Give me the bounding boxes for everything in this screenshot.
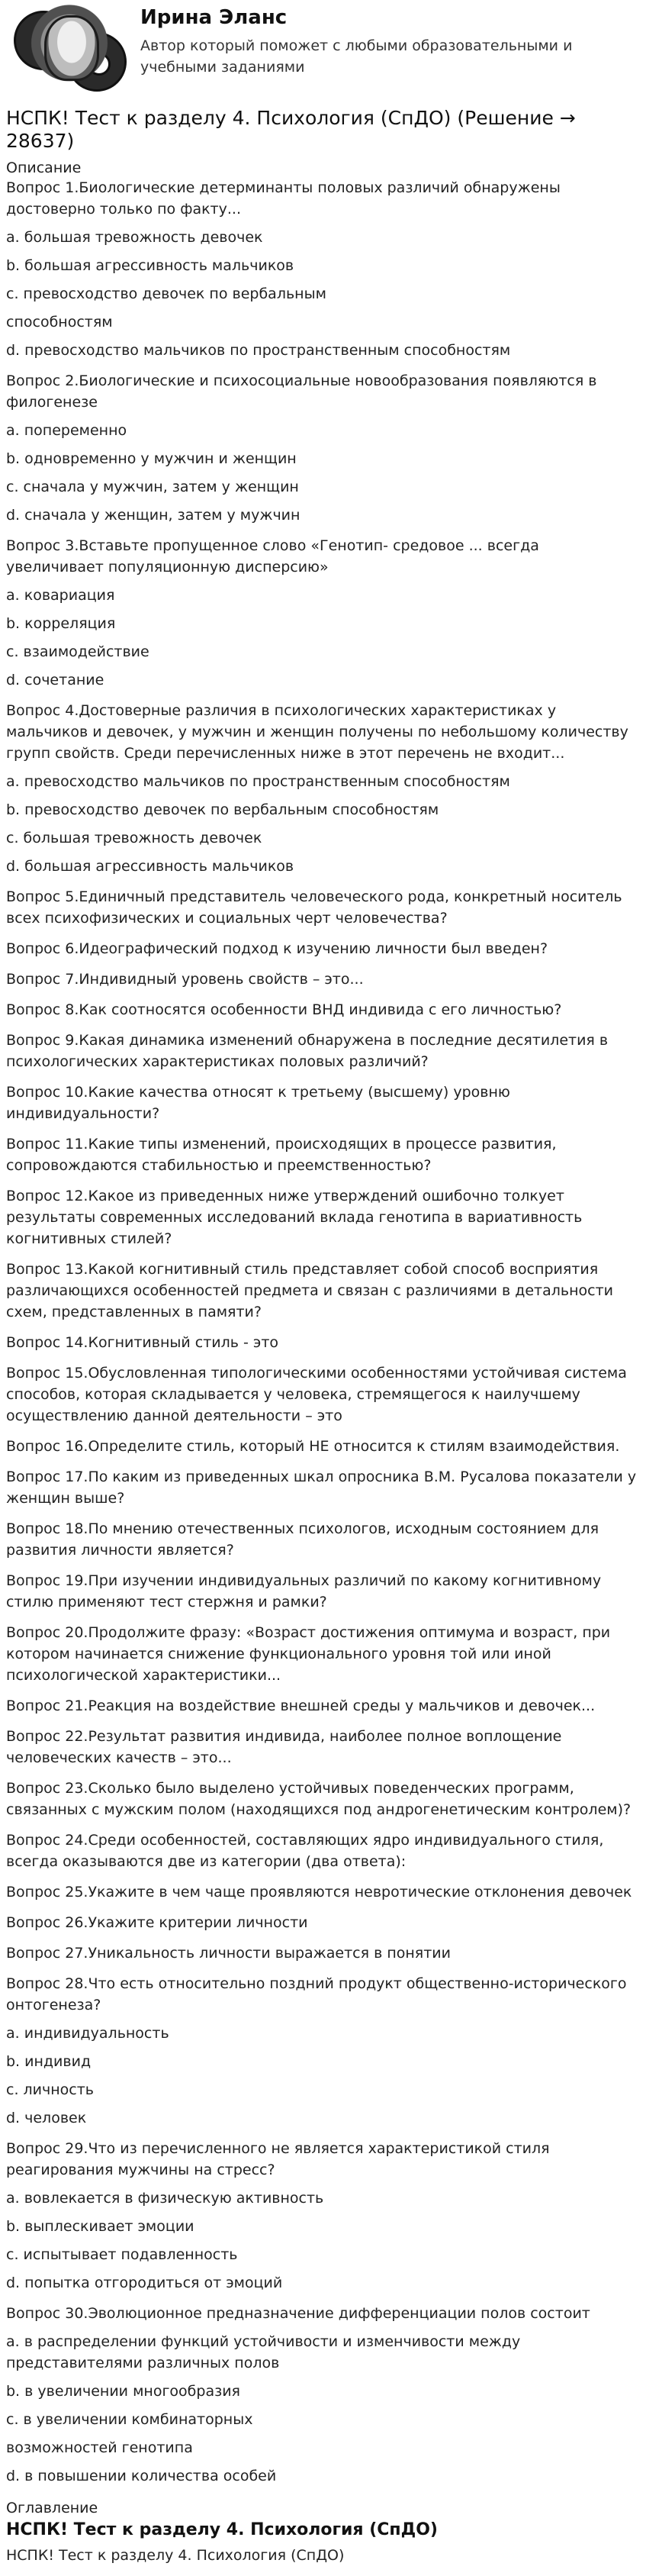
answer-option: a. ковариация <box>6 587 115 604</box>
question-text: Вопрос 30.Эволюционное предназначение дифференциации полов состоит <box>6 2305 590 2322</box>
question-text: Вопрос 2.Биологические и психосоциальные новообразования появляются в филогенезе <box>6 372 597 411</box>
answer-option: b. корреляция <box>6 615 116 632</box>
answer-option: a. большая тревожность девочек <box>6 229 263 246</box>
page-title: НСПК! Тест к разделу 4. Психология (СпДО) (Решение → 28637) <box>6 107 576 152</box>
question-text: Вопрос 28.Что есть относительно поздний продукт общественно-исторического онтогенеза? <box>6 1975 627 2013</box>
question-text: Вопрос 27.Уникальность личности выражается в понятии <box>6 1945 451 1962</box>
question-list <box>6 177 640 2487</box>
question-text: Вопрос 20.Продолжите фразу: «Возраст достижения оптимума и возраст, при котором начинается снижение функционального уровня той или иной психологической характеристики... <box>6 1624 611 1684</box>
answer-option: d. сначала у женщин, затем у мужчин <box>6 507 301 524</box>
question-text: Вопрос 5.Единичный представитель человеческого рода, конкретный носитель всех психофизических и социальных черт человечества? <box>6 888 622 927</box>
toc-heading: НСПК! Тест к разделу 4. Психология (СпДО) <box>6 2520 438 2539</box>
answer-option: c. взаимодействие <box>6 643 149 660</box>
question-text: Вопрос 13.Какой когнитивный стиль представляет собой способ восприятия различающихся особенностей предмета и связан с различиями в детальности схем, представленных в памяти? <box>6 1261 614 1320</box>
question-text: Вопрос 10.Какие качества относят к третьему (высшему) уровню индивидуальности? <box>6 1084 510 1122</box>
answer-option: c. испытывает подавленность <box>6 2246 238 2263</box>
answer-option: a. попеременно <box>6 422 127 439</box>
answer-option: a. индивидуальность <box>6 2025 169 2042</box>
question-text: Вопрос 11.Какие типы изменений, происходящих в процессе развития, сопровождаются стабильностью и преемственностью? <box>6 1136 557 1174</box>
answer-option: c. большая тревожность девочек <box>6 830 262 846</box>
question-text: Вопрос 22.Результат развития индивида, наиболее полное воплощение человеческих качеств – это... <box>6 1728 562 1766</box>
question-text: Вопрос 24.Среди особенностей, составляющих ядро индивидуального стиля, всегда оказываются две из категории (два ответа): <box>6 1832 604 1870</box>
author-card <box>6 0 640 101</box>
answer-option: d. человек <box>6 2110 87 2126</box>
question-text: Вопрос 23.Сколько было выделено устойчивых поведенческих программ, связанных с мужским полом (находящихся под андрогенетическим контролем)? <box>6 1780 632 1818</box>
answer-option: b. в увеличении многообразия <box>6 2383 240 2400</box>
description-label: Описание <box>6 160 82 176</box>
question-text: Вопрос 16.Определите стиль, который НЕ относится к стилям взаимодействия. <box>6 1438 620 1455</box>
answer-option: b. индивид <box>6 2053 92 2070</box>
answer-option: c. превосходство девочек по вербальным <box>6 285 326 302</box>
answer-option: способностям <box>6 314 113 330</box>
answer-option: a. вовлекается в физическую активность <box>6 2190 324 2207</box>
question-text: Вопрос 9.Какая динамика изменений обнаружена в последние десятилетия в психологических характеристиках половых различий? <box>6 1032 609 1070</box>
question-text: Вопрос 4.Достоверные различия в психологических характеристиках у мальчиков и девочек, у мужчин и женщин получены по небольшому количеству групп свойств. Среди перечисленных ниже в этот перечень не входит... <box>6 702 628 762</box>
question-text: Вопрос 14.Когнитивный стиль - это <box>6 1334 279 1351</box>
question-text: Вопрос 7.Индивидный уровень свойств – это... <box>6 971 364 988</box>
toc-link[interactable]: НСПК! Тест к разделу 4. Психология (СпДО) <box>6 2547 345 2564</box>
question-text: Вопрос 15.Обусловленная типологическими особенностями устойчивая система способов, которая складывается у человека, стремящегося к наилучшему осуществлению данной деятельности – это <box>6 1365 627 1424</box>
question-text: Вопрос 3.Вставьте пропущенное слово «Генотип- средовое ... всегда увеличивает популяционную дисперсию» <box>6 537 539 575</box>
author-description: Автор который поможет с любыми образовательными и учебными заданиями <box>140 37 573 76</box>
question-text: Вопрос 1.Биологические детерминанты половых различий обнаружены достоверно только по факту... <box>6 179 561 218</box>
question-text: Вопрос 25.Укажите в чем чаще проявляются невротические отклонения девочек <box>6 1884 632 1901</box>
question-text: Вопрос 19.При изучении индивидуальных различий по какому когнитивному стилю применяют тест стержня и рамки? <box>6 1572 602 1610</box>
question-text: Вопрос 21.Реакция на воздействие внешней среды у мальчиков и девочек... <box>6 1697 596 1714</box>
question-text: Вопрос 29.Что из перечисленного не является характеристикой стиля реагирования мужчины на стресс? <box>6 2140 550 2178</box>
answer-option: a. в распределении функций устойчивости и изменчивости между представителями различных полов <box>6 2333 521 2371</box>
answer-option: d. большая агрессивность мальчиков <box>6 858 294 875</box>
answer-option: b. превосходство девочек по вербальным способностям <box>6 801 439 818</box>
answer-option: d. в повышении количества особей <box>6 2468 277 2484</box>
answer-option: d. превосходство мальчиков по пространственным способностям <box>6 342 511 359</box>
answer-option: d. попытка отгородиться от эмоций <box>6 2275 283 2291</box>
answer-option: a. превосходство мальчиков по пространственным способностям <box>6 773 510 790</box>
answer-option: b. большая агрессивность мальчиков <box>6 257 294 274</box>
question-text: Вопрос 6.Идеографический подход к изучению личности был введен? <box>6 940 548 957</box>
question-text: Вопрос 26.Укажите критерии личности <box>6 1914 308 1931</box>
question-text: Вопрос 18.По мнению отечественных психологов, исходным состоянием для развития личности является? <box>6 1520 599 1559</box>
question-text: Вопрос 12.Какое из приведенных ниже утверждений ошибочно толкует результаты современных исследований вклада генотипа в вариативность когнитивных стилей? <box>6 1188 583 1247</box>
question-text: Вопрос 8.Как соотносятся особенности ВНД индивида с его личностью? <box>6 1001 562 1018</box>
avatar[interactable] <box>14 5 128 90</box>
answer-option: возможностей генотипа <box>6 2439 193 2456</box>
toc-label: Оглавление <box>6 2500 98 2516</box>
author-photo <box>44 15 99 81</box>
answer-option: c. личность <box>6 2081 95 2098</box>
answer-option: b. одновременно у мужчин и женщин <box>6 450 297 467</box>
answer-option: b. выплескивает эмоции <box>6 2218 194 2235</box>
answer-option: c. в увеличении комбинаторных <box>6 2411 253 2428</box>
answer-option: c. сначала у мужчин, затем у женщин <box>6 479 299 495</box>
author-name[interactable]: Ирина Эланс <box>140 6 288 29</box>
answer-option: d. сочетание <box>6 672 104 688</box>
question-text: Вопрос 17.По каким из приведенных шкал опросника В.М. Русалова показатели у женщин выше? <box>6 1469 637 1507</box>
